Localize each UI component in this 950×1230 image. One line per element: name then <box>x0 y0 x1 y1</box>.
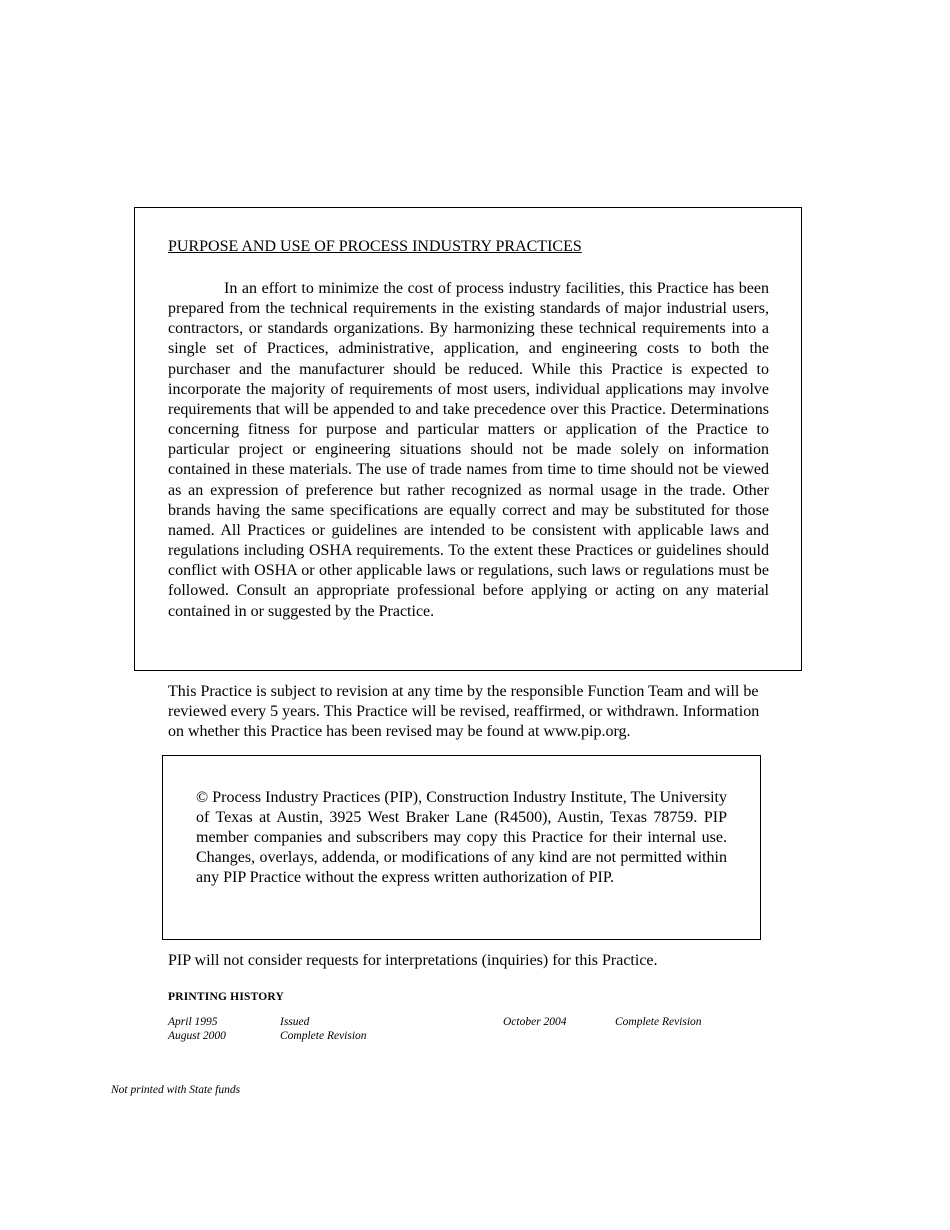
history-entry-date: October 2004 <box>503 1016 567 1028</box>
copyright-notice: © Process Industry Practices (PIP), Construction Industry Institute, The University of Texas at Austin, 3925 West Braker Lane (R4500), Austin, Texas 78759. PIP member companies and subscribers may copy this Practice for their internal use. Changes, overlays, addenda, or modifications of any kind are not permitted within any PIP Practice without the express written authorization of PIP. <box>196 789 727 887</box>
footer-note: Not printed with State funds <box>111 1084 241 1096</box>
inquiry-note: PIP will not consider requests for interpretations (inquiries) for this Practice. <box>168 952 658 969</box>
history-entry-date: August 2000 <box>168 1030 226 1042</box>
purpose-box <box>134 207 802 671</box>
history-entry-action: Issued <box>280 1016 310 1028</box>
history-entry-action: Complete Revision <box>615 1016 702 1028</box>
copyright-box <box>162 755 761 940</box>
revision-note: This Practice is subject to revision at any time by the responsible Function Team and will be reviewed every 5 years. This Practice will be revised, reaffirmed, or withdrawn. Information on whether this Practice has been revised may be found at www.pip.org. <box>168 683 760 741</box>
history-entry-date: April 1995 <box>168 1016 218 1028</box>
purpose-title: PURPOSE AND USE OF PROCESS INDUSTRY PRACTICES <box>168 238 582 255</box>
printing-history-heading: PRINTING HISTORY <box>168 991 285 1003</box>
history-entry-action: Complete Revision <box>280 1030 367 1042</box>
purpose-paragraph: In an effort to minimize the cost of process industry facilities, this Practice has been prepared from the technical requirements in the existing standards of major industrial users, contractors, or standards organizations. By harmonizing these technical requirements into a single set of Practices, administrative, application, and engineering costs to both the purchaser and the manufacturer should be reduced. While this Practice is expected to incorporate the majority of requirements of most users, individual applications may involve requirements that will be appended to and take precedence over this Practice. Determinations concerning fitness for purpose and particular matters or application of the Practice to particular project or engineering situations should not be made solely on information contained in these materials. The use of trade names from time to time should not be viewed as an expression of preference but rather recognized as normal usage in the trade. Other brands having the same specifications are equally correct and may be substituted for those named. All Practices or guidelines are intended to be consistent with applicable laws and regulations including OSHA requirements. To the extent these Practices or guidelines should conflict with OSHA or other applicable laws or regulations, such laws or regulations must be followed. Consult an appropriate professional before applying or acting on any material contained in or suggested by the Practice. <box>168 280 769 620</box>
